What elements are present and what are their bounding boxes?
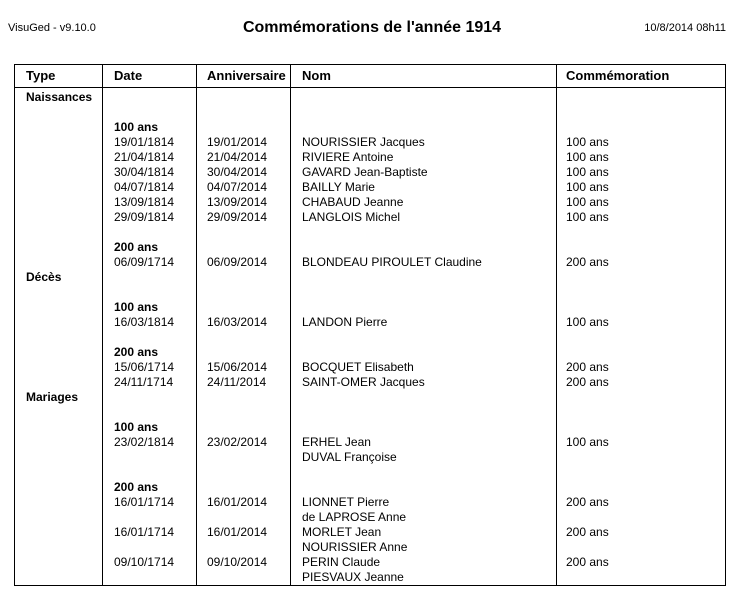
table-row [15,150,727,165]
section-label: Décès [26,270,62,284]
commemoration-cell: 100 ans [566,150,609,164]
section-row-deces [15,270,727,285]
anniversaire-cell: 16/01/2014 [207,495,268,509]
anniversaire-cell: 09/10/2014 [207,555,268,569]
table-row [15,180,727,195]
section-row-naissances [15,90,727,105]
date-cell: 15/06/1714 [114,360,175,374]
nom-cell: DUVAL Françoise [302,450,397,464]
group-label: 100 ans [114,120,159,134]
table-row [15,165,727,180]
date-cell: 16/03/1814 [114,315,175,329]
table-row [15,315,727,330]
date-cell: 04/07/1814 [114,180,175,194]
group-label: 200 ans [114,240,159,254]
section-label: Mariages [26,390,79,404]
table-row-spouse [15,510,727,525]
page-title: Commémorations de l'année 1914 [242,19,502,36]
table-row [15,555,727,570]
anniversaire-cell: 23/02/2014 [207,435,268,449]
commemoration-cell: 100 ans [566,135,609,149]
table-row [15,525,727,540]
nom-cell: BLONDEAU PIROULET Claudine [302,255,482,269]
column-header-nom: Nom [302,68,331,83]
table-row-spouse [15,570,727,585]
anniversaire-cell: 16/01/2014 [207,525,268,539]
nom-cell: PIESVAUX Jeanne [302,570,404,584]
table-row [15,210,727,225]
commemoration-cell: 100 ans [566,315,609,329]
nom-cell: ERHEL Jean [302,435,371,449]
date-cell: 13/09/1814 [114,195,175,209]
anniversaire-cell: 13/09/2014 [207,195,268,209]
anniversaire-cell: 06/09/2014 [207,255,268,269]
column-header-date: Date [114,68,143,83]
anniversaire-cell: 29/09/2014 [207,210,268,224]
anniversaire-cell: 16/03/2014 [207,315,268,329]
nom-cell: CHABAUD Jeanne [302,195,404,209]
group-row [15,120,727,135]
nom-cell: LANDON Pierre [302,315,388,329]
table-row-spouse [15,540,727,555]
nom-cell: NOURISSIER Jacques [302,135,425,149]
anniversaire-cell: 21/04/2014 [207,150,268,164]
date-cell: 19/01/1814 [114,135,175,149]
table-row [15,375,727,390]
header-app-version: VisuGed - v9.10.0 [8,22,96,34]
commemoration-cell: 100 ans [566,180,609,194]
group-label: 200 ans [114,480,159,494]
column-header-anniversaire: Anniversaire [207,68,286,83]
nom-cell: NOURISSIER Anne [302,540,408,554]
group-label: 100 ans [114,300,159,314]
commemoration-cell: 100 ans [566,195,609,209]
nom-cell: MORLET Jean [302,525,382,539]
nom-cell: de LAPROSE Anne [302,510,407,524]
table-row [15,255,727,270]
group-row [15,480,727,495]
date-cell: 09/10/1714 [114,555,175,569]
commemoration-cell: 100 ans [566,435,609,449]
commemoration-cell: 200 ans [566,360,609,374]
nom-cell: LIONNET Pierre [302,495,390,509]
commemoration-cell: 200 ans [566,555,609,569]
date-cell: 24/11/1714 [114,375,174,389]
nom-cell: BOCQUET Elisabeth [302,360,414,374]
anniversaire-cell: 15/06/2014 [207,360,268,374]
header-datetime: 10/8/2014 08h11 [644,22,726,34]
anniversaire-cell: 30/04/2014 [207,165,268,179]
section-row-mariages [15,390,727,405]
nom-cell: GAVARD Jean-Baptiste [302,165,428,179]
date-cell: 16/01/1714 [114,495,175,509]
anniversaire-cell: 04/07/2014 [207,180,268,194]
commemoration-cell: 200 ans [566,525,609,539]
nom-cell: PERIN Claude [302,555,381,569]
table-row [15,495,727,510]
date-cell: 29/09/1814 [114,210,175,224]
nom-cell: BAILLY Marie [302,180,375,194]
commemoration-cell: 200 ans [566,255,609,269]
anniversaire-cell: 24/11/2014 [207,375,267,389]
table-row [15,360,727,375]
nom-cell: LANGLOIS Michel [302,210,401,224]
group-row [15,300,727,315]
date-cell: 30/04/1814 [114,165,175,179]
table-row-spouse [15,450,727,465]
table-row [15,135,727,150]
group-label: 100 ans [114,420,159,434]
date-cell: 06/09/1714 [114,255,175,269]
commemoration-cell: 100 ans [566,165,609,179]
commemoration-cell: 100 ans [566,210,609,224]
section-label: Naissances [26,90,93,104]
header-divider [15,87,725,88]
group-row [15,240,727,255]
nom-cell: SAINT-OMER Jacques [302,375,425,389]
table-row [15,195,727,210]
commemoration-cell: 200 ans [566,495,609,509]
commemoration-cell: 200 ans [566,375,609,389]
table-row [15,435,727,450]
column-header-commemoration: Commémoration [566,68,670,83]
group-label: 200 ans [114,345,159,359]
date-cell: 16/01/1714 [114,525,175,539]
column-header-type: Type [26,68,56,83]
anniversaire-cell: 19/01/2014 [207,135,268,149]
group-row [15,420,727,435]
commemorations-table [14,64,726,586]
date-cell: 23/02/1814 [114,435,175,449]
date-cell: 21/04/1814 [114,150,175,164]
group-row [15,345,727,360]
nom-cell: RIVIERE Antoine [302,150,394,164]
